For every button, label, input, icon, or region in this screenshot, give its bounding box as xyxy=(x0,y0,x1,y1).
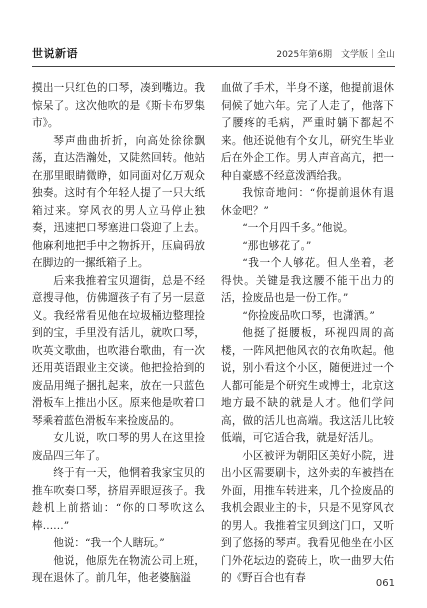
issue-info: 2025年第6期 文学版｜全山 xyxy=(276,49,395,60)
left-text-column xyxy=(32,80,205,588)
paragraph: 血做了手术，半身不遂，他提前退休伺候了她六年。完了人走了，他落下了腰疼的毛病，严重时躺下都起不来。他还说他有个女儿，研究生毕业后在外企工作。男人声音高亢，把一种自豪感不经意泼洒给我。 xyxy=(221,82,394,182)
right-text-column xyxy=(221,80,394,588)
paragraph: 他说：“我一个人瞎玩。” xyxy=(53,537,165,549)
paragraph: 他挺了挺腰板，环视四周的高楼，一阵风把他风衣的衣角吹起。他说，别小看这个小区，随便进过一个人都可能是个研究生或博士，北京这地方最不缺的就是人才。他们学问高，做的活儿也高端。我这活儿比较低端，可它适合我，就是好活儿。 xyxy=(221,327,394,444)
paragraph: 小区被评为朝阳区美好小院，进出小区需要刷卡，这外卖的车被挡在外面，用推车转进来，几个捡废品的我机会跟业主的卡，只是不见穿风衣的男人。我推着宝贝到这门口，又听到了悠扬的琴声。我看见他坐在小区门外花坛边的瓷砖上，吹一曲罗大佑的《野百合也有春 xyxy=(221,449,394,584)
paragraph: 我惊奇地问：“你提前退休有退休金吧？” xyxy=(221,187,394,217)
magazine-title: 世说新语 xyxy=(32,47,78,60)
paragraph: 终于有一天，他惘着我家宝贝的推车吹奏口琴，挤眉弄眼逗孩子。我趁机上前搭讪：“你的口琴吹这么棒……” xyxy=(32,467,205,532)
paragraph: 摸出一只红色的口琴，凑到嘴边。我惊呆了。这次他吹的是《斯卡布罗集市》。 xyxy=(32,82,205,129)
paragraph: “我一个人够花。但人坐着，老得快。关键是我这腰不能干出力的活，捡废品也是一份工作。” xyxy=(221,257,394,304)
paragraph: “一个月四千多。”他说。 xyxy=(242,222,354,234)
paragraph: 后来我推着宝贝遛街，总是不经意搜寻他，仿佛遛孩子有了另一层意义。我经常看见他在垃圾桶边整理捡到的宝，手里没有活儿，就吹口琴，吹英文歌曲，也吹港台歌曲，有一次还用英语跟业主交谈。他把捡拾到的废品用绳子捆扎起来，放在一只蓝色滑板车上推出小区。原来他是吹着口琴乘着蓝色滑板车来捡废品的。 xyxy=(32,274,205,427)
paragraph: “那也够花了。” xyxy=(242,239,312,252)
paragraph: “你捡废品吹口琴，也潇洒。” xyxy=(242,309,375,322)
paragraph: 琴声曲曲折折，向高处徐徐飘荡，直达浩瀚处，又陡然回转。他站在那里眼睛微睁，如同面对亿万观众独奏。这时有个年轻人提了一只大纸箱过来。穿风衣的男人立马停止独奏，迅速把口琴塞进口袋迎了上去。他麻利地把手中之物拆开，压扁码放在脚边的一摞纸箱子上。 xyxy=(32,134,205,269)
page-number: 061 xyxy=(375,578,395,589)
paragraph: 女儿说，吹口琴的男人在这里捡废品四三年了。 xyxy=(32,432,205,462)
page-header xyxy=(32,46,395,60)
header-divider xyxy=(32,66,395,67)
paragraph: 他说，他原先在物流公司上班，现在退休了。前几年，他老婆脑溢 xyxy=(32,554,205,584)
